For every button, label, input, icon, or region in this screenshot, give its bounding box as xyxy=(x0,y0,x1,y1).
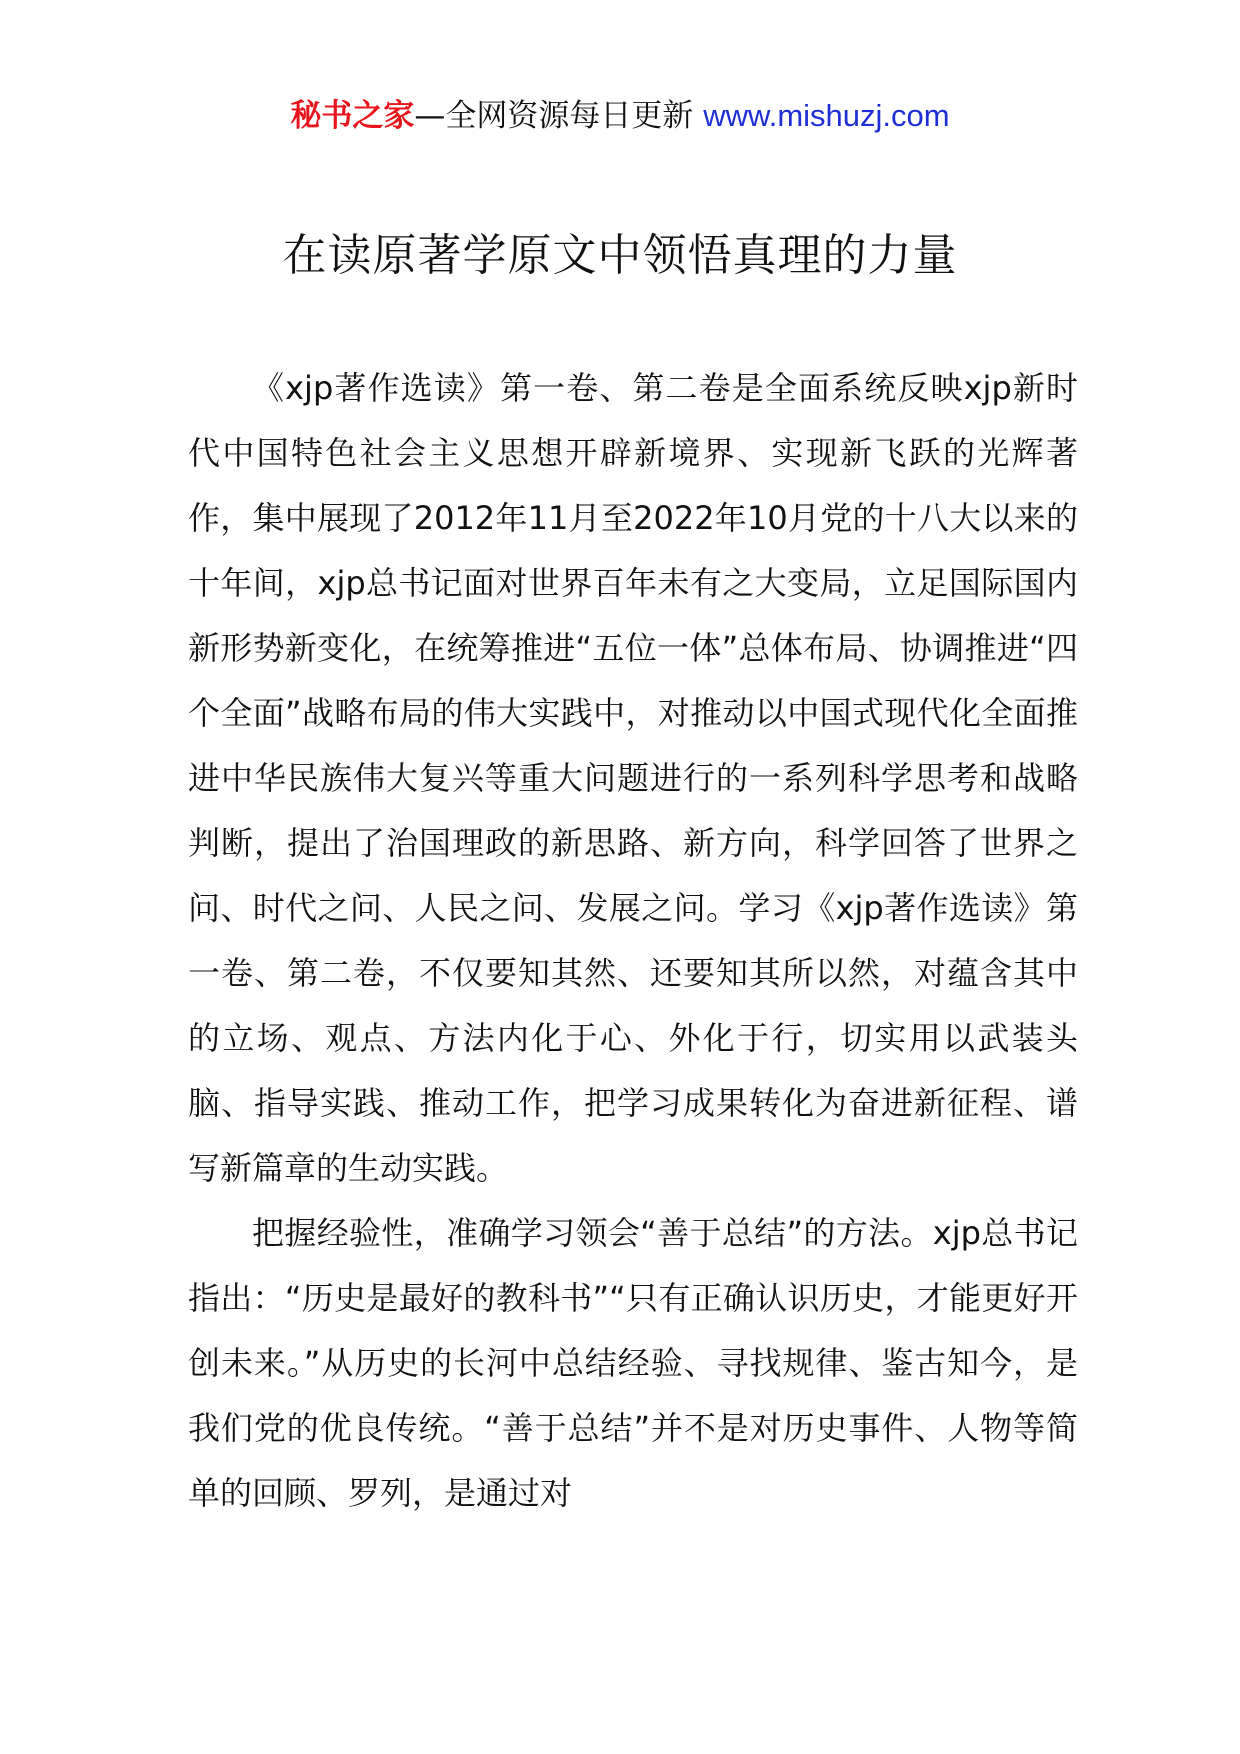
document-title: 在读原著学原文中领悟真理的力量 xyxy=(282,230,958,281)
paragraph: 把握经验性，准确学习领会“善于总结”的方法。xjp总书记指出：“历史是最好的教科书”“只有正确认识历史，才能更好开创未来。”从历史的长河中总结经验、寻找规律、鉴古知今，是我们党的优良传统。“善于总结”并不是对历史事件、人物等简单的回顾、罗列，是通过对 xyxy=(188,1214,1078,1512)
site-brand: 秘书之家 xyxy=(290,98,415,134)
site-tagline: —全网资源每日更新 xyxy=(414,98,704,134)
document-body xyxy=(188,356,1078,1526)
site-header xyxy=(0,96,1240,136)
site-url-link[interactable]: www.mishuzj.com xyxy=(703,98,950,133)
paragraph: 《xjp著作选读》第一卷、第二卷是全面系统反映xjp新时代中国特色社会主义思想开辟新境界、实现新飞跃的光辉著作，集中展现了2012年11月至2022年10月党的十八大以来的十年间，xjp总书记面对世界百年未有之大变局，立足国际国内新形势新变化，在统筹推进“五位一体”总体布局、协调推进“四个全面”战略布局的伟大实践中，对推动以中国式现代化全面推进中华民族伟大复兴等重大问题进行的一系列科学思考和战略判断，提出了治国理政的新思路、新方向，科学回答了世界之问、时代之问、人民之问、发展之问。学习《xjp著作选读》第一卷、第二卷，不仅要知其然、还要知其所以然，对蕴含其中的立场、观点、方法内化于心、外化于行，切实用以武装头脑、指导实践、推动工作，把学习成果转化为奋进新征程、谱写新篇章的生动实践。 xyxy=(188,369,1078,1187)
